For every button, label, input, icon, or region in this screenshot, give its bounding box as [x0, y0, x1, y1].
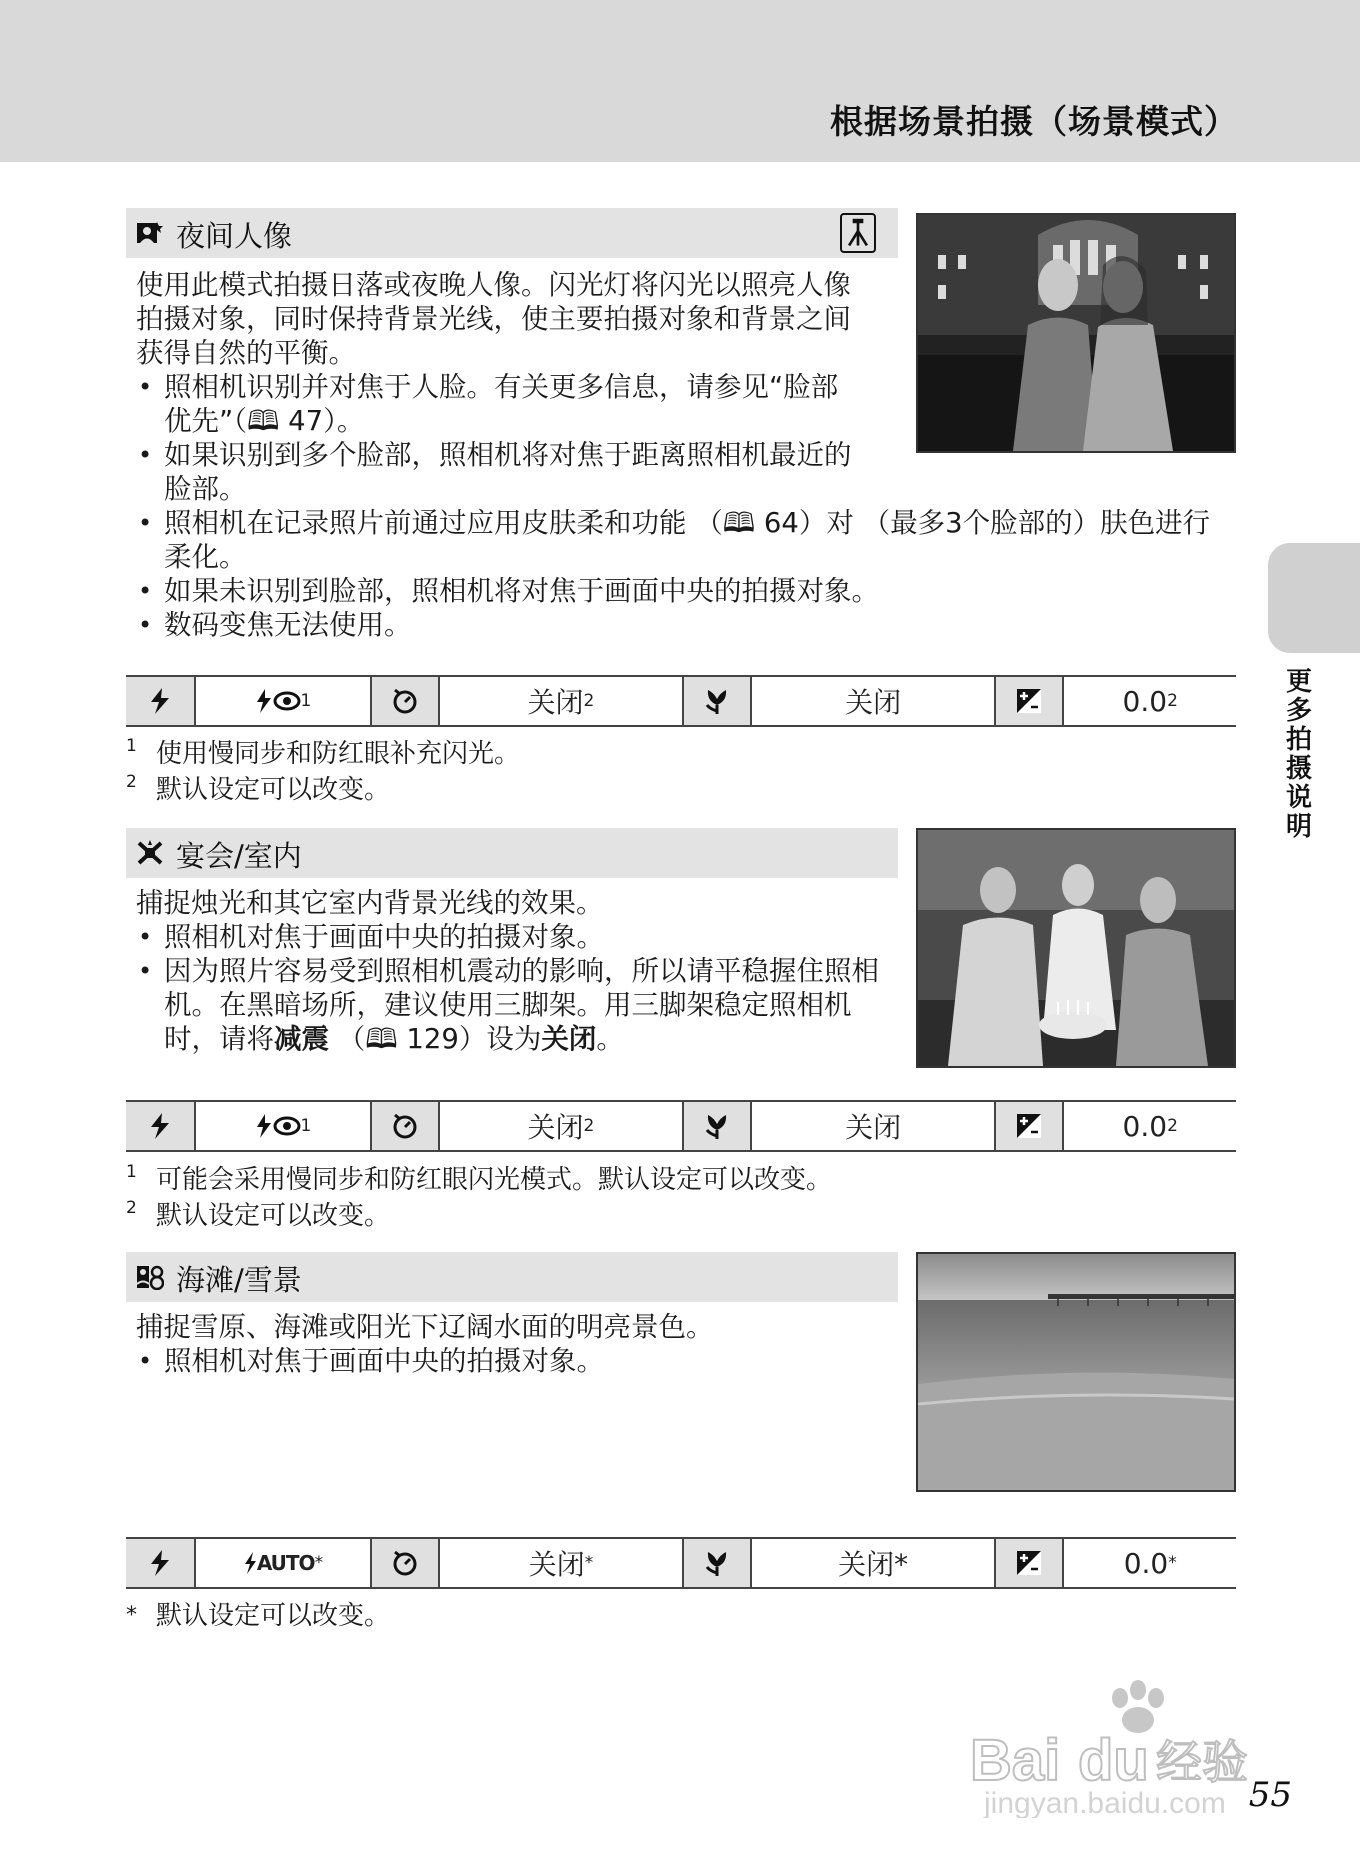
section-body: [136, 268, 886, 506]
night-portrait-illustration: [918, 215, 1234, 451]
self-timer-icon: [391, 1549, 419, 1577]
macro-icon-cell: [682, 677, 751, 725]
list-item: • 照相机识别并对焦于人脸。有关更多信息，请参见“脸部优先”（🕮 47）。: [136, 370, 856, 438]
list-item: • 因为照片容易受到照相机震动的影响，所以请平稳握住照相机。在黑暗场所，建议使用三脚架。用三脚架稳定照相机时，请将减震 （🕮 129）设为关闭。: [136, 954, 896, 1056]
macro-value: 关闭: [750, 677, 994, 725]
tripod-icon: [840, 213, 876, 253]
flash-mode-icon-cell: [126, 1102, 194, 1150]
night-portrait-icon: [136, 220, 164, 246]
macro-icon-cell: [682, 1539, 751, 1587]
list-item: • 照相机对焦于画面中央的拍摄对象。: [136, 920, 896, 954]
section-title: 宴会/室内: [176, 839, 302, 873]
footnote: 2 默认设定可以改变。: [126, 772, 391, 805]
macro-flower-icon: [702, 687, 732, 715]
settings-table: [126, 675, 1236, 727]
exposure-value: 0.0 *: [1062, 1539, 1236, 1587]
exposure-compensation-icon: [1016, 688, 1042, 714]
list-item: • 数码变焦无法使用。: [136, 608, 1246, 642]
flash-icon: [148, 687, 172, 715]
section-header: [126, 828, 898, 878]
footnotes: [126, 1162, 832, 1234]
page-title: 根据场景拍摄（场景模式）: [830, 102, 1238, 141]
watermark-cn: 经验: [1156, 1735, 1248, 1789]
settings-table: [126, 1100, 1236, 1152]
baidu-jingyan-watermark: [970, 1668, 1270, 1818]
self-timer-icon: [391, 1112, 419, 1140]
exposure-compensation-icon: [1016, 1113, 1042, 1139]
bullet-list: [136, 370, 886, 506]
macro-flower-icon: [702, 1549, 732, 1577]
section-header: [126, 1252, 898, 1302]
section-title: 海滩/雪景: [176, 1263, 302, 1297]
side-tab-label: 更 多 拍 摄 说 明: [1285, 667, 1312, 842]
exposure-value: 0.0 2: [1062, 1102, 1236, 1150]
self-timer-icon-cell: [370, 677, 439, 725]
section-party-indoor: [126, 828, 1236, 1248]
footnote: 1 可能会采用慢同步和防红眼闪光模式。默认设定可以改变。: [126, 1162, 833, 1195]
party-photo: [916, 828, 1236, 1068]
exposure-icon-cell: [994, 677, 1063, 725]
vr-setting-name: 减震: [274, 1023, 329, 1055]
beach-illustration: [918, 1254, 1234, 1490]
side-tab: [1268, 543, 1360, 653]
exposure-compensation-icon: [1016, 1550, 1042, 1576]
page-number: 55: [1248, 1775, 1292, 1815]
off-setting-name: 关闭: [541, 1023, 597, 1055]
macro-flower-icon: [702, 1112, 732, 1140]
flash-mode-icon-cell: [126, 1539, 194, 1587]
section-night-portrait: [126, 208, 1236, 808]
red-eye-flash-icon: [255, 686, 301, 716]
section-body-wide: [136, 506, 1246, 642]
bullet-list: [136, 920, 896, 1056]
watermark-brand-2: du: [1078, 1728, 1149, 1793]
exposure-icon-cell: [994, 1539, 1063, 1587]
watermark-url: jingyan.baidu.com: [984, 1787, 1226, 1818]
exposure-value: 0.0 2: [1062, 677, 1236, 725]
footnote: 2 默认设定可以改变。: [126, 1198, 391, 1231]
self-timer-value: 关闭 2: [438, 677, 682, 725]
macro-value: 关闭: [750, 1102, 994, 1150]
party-indoor-icon: [136, 840, 164, 866]
bullet-list: [136, 506, 1246, 642]
party-illustration: [918, 830, 1234, 1066]
macro-icon-cell: [682, 1102, 751, 1150]
footnotes: [126, 736, 520, 808]
flash-icon: [148, 1112, 172, 1140]
list-item: • 照相机对焦于画面中央的拍摄对象。: [136, 1344, 896, 1378]
list-item: • 照相机在记录照片前通过应用皮肤柔和功能 （🕮 64）对 （最多3个脸部的）肤色进行柔化。: [136, 506, 1226, 574]
settings-table: [126, 1537, 1236, 1589]
auto-flash-icon: [243, 1550, 257, 1576]
flash-mode-value: AUTO *: [194, 1539, 369, 1587]
self-timer-icon-cell: [370, 1539, 439, 1587]
exposure-icon-cell: [994, 1102, 1063, 1150]
section-beach-snow: [126, 1252, 1236, 1652]
section-intro: 捕捉烛光和其它室内背景光线的效果。: [136, 887, 604, 919]
beach-snow-icon: [136, 1264, 164, 1290]
self-timer-icon-cell: [370, 1102, 439, 1150]
section-intro: 使用此模式拍摄日落或夜晚人像。闪光灯将闪光以照亮人像拍摄对象，同时保持背景光线，使主要拍摄对象和背景之间获得自然的平衡。: [136, 269, 851, 369]
red-eye-flash-icon: [255, 1111, 301, 1141]
self-timer-value: 关闭 2: [438, 1102, 682, 1150]
self-timer-icon: [391, 687, 419, 715]
flash-mode-value: 1: [194, 677, 369, 725]
self-timer-value: 关闭 *: [438, 1539, 682, 1587]
flash-mode-value: 1: [194, 1102, 369, 1150]
footnote: 1 使用慢同步和防红眼补充闪光。: [126, 736, 521, 769]
footnotes: [126, 1598, 390, 1634]
footnote: * 默认设定可以改变。: [126, 1601, 391, 1631]
flash-mode-icon-cell: [126, 677, 194, 725]
list-item: • 如果识别到多个脸部，照相机将对焦于距离照相机最近的脸部。: [136, 438, 876, 506]
section-header: [126, 208, 898, 258]
beach-photo: [916, 1252, 1236, 1492]
list-item: • 如果未识别到脸部，照相机将对焦于画面中央的拍摄对象。: [136, 574, 1246, 608]
watermark-brand: Bai: [970, 1728, 1061, 1793]
section-body: [136, 1310, 896, 1378]
section-intro: 捕捉雪原、海滩或阳光下辽阔水面的明亮景色。: [136, 1311, 714, 1343]
night-portrait-photo: [916, 213, 1236, 453]
section-body: [136, 886, 896, 1056]
macro-value: 关闭*: [750, 1539, 994, 1587]
bullet-list: [136, 1344, 896, 1378]
flash-icon: [148, 1549, 172, 1577]
section-title: 夜间人像: [176, 219, 293, 253]
